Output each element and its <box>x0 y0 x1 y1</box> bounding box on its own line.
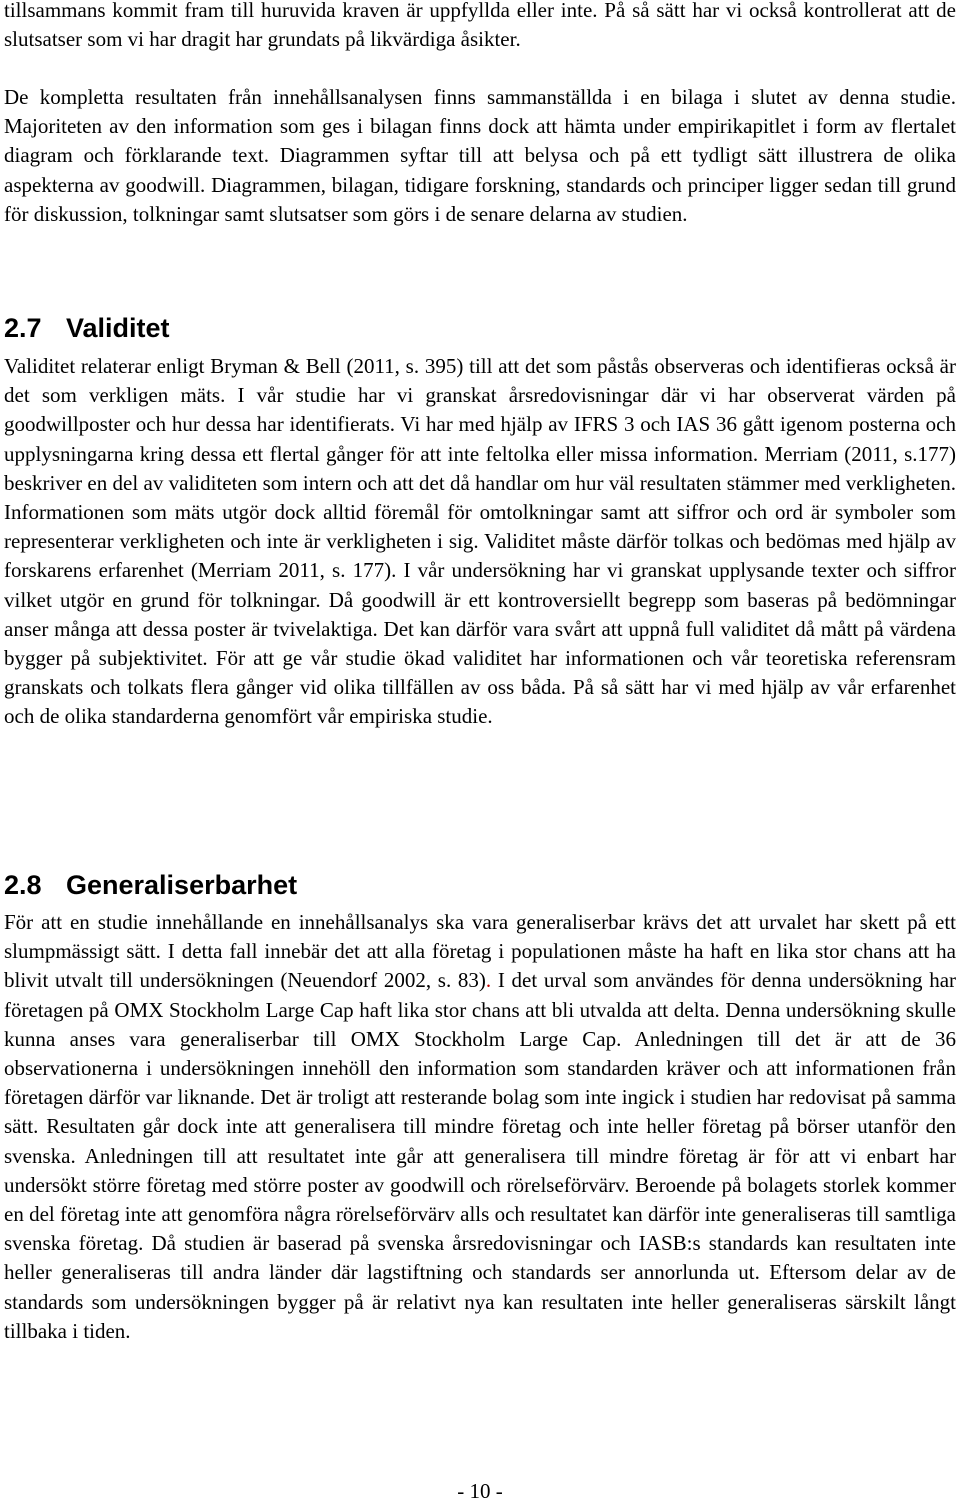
generaliserbarhet-text-start: För att en studie innehållande en innehållsanalys ska vara generaliserbar krävs det att urvalet har skett på ett slumpmässigt sätt. I detta fall innebär det att alla företag i populationen måste ha haft en lika stor chans att ha blivit utvalt till undersökningen (Neuendorf 2002, s. 83) <box>4 910 956 993</box>
section-number: 2.8 <box>4 870 42 900</box>
page-number: - 10 - <box>457 1479 503 1503</box>
section-title: Validitet <box>66 313 170 343</box>
generaliserbarhet-text-rest: I det urval som användes för denna undersökning har företagen på OMX Stockholm Large Cap haft lika stor chans att bli utvalda att delta. Denna undersökning skulle kunna anses vara generaliserbar till OMX Stockholm Large Cap. Anledningen till det är att de 36 observationerna i undersökningen innehöll den information som standarden kräver och att informationen från företagen därför var liknande. Det är troligt att resterande bolag som inte ingick i studien har redovisat på samma sätt. Resultaten går dock inte att generalisera till mindre företag och inte heller företag på börser utanför den svenska. Anledningen till att resultatet inte går att generalisera till mindre företag är för att vi enbart har undersökt större företag med större poster av goodwill och rörelseförvärv. Beroende på bolagets storlek kommer en del företag inte att genomföra några rörelseförvärv alls och resultatet kan därför inte generaliseras till samtliga svenska företag. Då studien är baserad på svenska årsredovisningar och IASB:s standards kan resultaten inte heller generaliseras till andra länder där lagstiftning och standards ser annorlunda ut. Eftersom delar av de standards som undersökningen bygger på är relativt nya kan resultaten inte heller generaliseras särskilt långt tillbaka i tiden. <box>4 968 957 1343</box>
generaliserbarhet-paragraph <box>4 908 956 1346</box>
validitet-paragraph: Validitet relaterar enligt Bryman & Bell (2011, s. 395) till att det som påstås observeras och identifieras också är det som verkligen mäts. I vår studie har vi granskat årsredovisningar där vi har observerat värden på goodwillposter och hur dessa har identifierats. Vi har med hjälp av IFRS 3 och IAS 36 gått igenom posterna och upplysningarna kring dessa ett flertal gånger för att inte feltolka eller missa information. Merriam (2011, s.177) beskriver en del av validiteten som intern och att det då handlar om hur väl resultaten stämmer med verkligheten. Informationen som mäts utgör dock alltid föremål för omtolkningar samt att siffror och ord är symboler som representerar verkligheten och inte är verkligheten i sig. Validitet måste därför tolkas och bedömas med hjälp av forskarens erfarenhet (Merriam 2011, s. 177). I vår undersökning har vi granskat upplysande texter och siffror vilket utgör en grund för tolkningar. Då goodwill är ett kontroversiellt begrepp som baseras på bedömningar anser många att dessa poster är tvivelaktiga. Det kan därför vara svårt att uppnå full validitet då mått på värdena bygger på subjektivitet. För att ge vår studie ökad validitet har informationen och vår teoretiska referensram granskats och tolkats flera gånger vid olika tillfällen av oss båda. På så sätt har vi med hjälp av vår erfarenhet och de olika standarderna genomfört vår empiriska studie. <box>4 354 956 729</box>
section-heading-generaliserbarhet <box>4 868 297 902</box>
red-period-mark: . <box>485 968 492 993</box>
section-heading-validitet <box>4 311 170 345</box>
intro-paragraph-2: De kompletta resultaten från innehållsanalysen finns sammanställda i en bilaga i slutet av denna studie. Majoriteten av den information som ges i bilagan finns dock att hämta under empirikapitlet i form av flertalet diagram och förklarande text. Diagrammen syftar till att belysa och på ett tydligt sätt illustrera de olika aspekterna av goodwill. Diagrammen, bilagan, tidigare forskning, standards och principer ligger sedan till grund för diskussion, tolkningar samt slutsatser som görs i de senare delarna av studien. <box>4 85 956 226</box>
section-title: Generaliserbarhet <box>66 870 298 900</box>
section-number: 2.7 <box>4 313 42 343</box>
intro-paragraph-1: tillsammans kommit fram till huruvida kraven är uppfyllda eller inte. På så sätt har vi också kontrollerat att de slutsatser som vi har dragit har grundats på likvärdiga åsikter. <box>4 0 956 52</box>
